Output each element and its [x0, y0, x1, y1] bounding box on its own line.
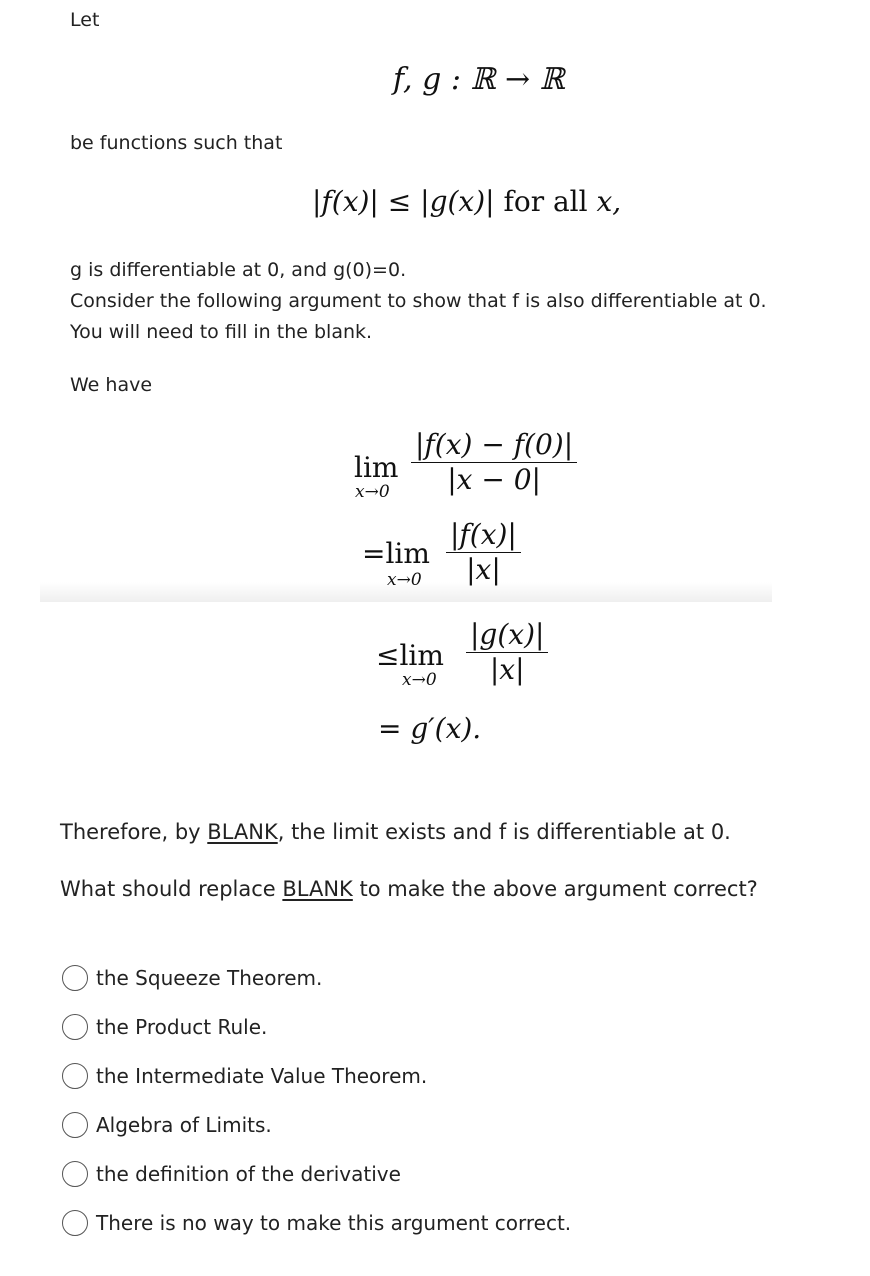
radio-button[interactable] [62, 965, 88, 991]
step3-numerator: |g(x)| [466, 618, 548, 653]
step2-numerator: |f(x)| [446, 518, 521, 553]
argument-intro: Consider the following argument to show that f is also differentiable at 0. [70, 290, 767, 312]
step2-denominator: |x| [466, 553, 501, 586]
step1-denominator: |x − 0| [447, 463, 541, 496]
option-no-way[interactable] [62, 1208, 571, 1238]
step1-lim: lim [354, 451, 399, 484]
inequality-statement [312, 185, 621, 218]
question-part1: What should replace [60, 877, 283, 901]
option-label[interactable]: There is no way to make this argument correct. [96, 1211, 572, 1235]
option-intermediate-value-theorem[interactable] [62, 1061, 427, 1091]
option-squeeze-theorem[interactable] [62, 963, 322, 993]
step3-lim [376, 640, 444, 672]
inequality-for-all: for all [503, 185, 588, 218]
step2-lim [362, 538, 430, 570]
step1-fraction [411, 428, 577, 497]
let-text: Let [70, 9, 100, 31]
option-label[interactable]: the definition of the derivative [96, 1162, 401, 1186]
conclusion-sentence [60, 820, 731, 844]
step2-prefix: = [362, 537, 386, 570]
option-product-rule[interactable] [62, 1012, 267, 1042]
inequality-variable: x, [596, 185, 622, 218]
radio-button[interactable] [62, 1063, 88, 1089]
option-label[interactable]: the Squeeze Theorem. [96, 966, 323, 990]
be-functions-text: be functions such that [70, 132, 283, 154]
radio-button[interactable] [62, 1210, 88, 1236]
step2-lim-word: lim [385, 537, 430, 570]
option-label[interactable]: Algebra of Limits. [96, 1113, 272, 1137]
radio-button[interactable] [62, 1161, 88, 1187]
step1-numerator: |f(x) − f(0)| [411, 428, 577, 463]
conclusion-part1: Therefore, by [60, 820, 208, 844]
we-have-text: We have [70, 374, 153, 396]
step3-fraction [466, 618, 548, 687]
step3-denominator: |x| [489, 653, 525, 686]
inequality-lhs: |f(x)| ≤ |g(x)| [312, 185, 495, 218]
step2-lim-sub: x→0 [387, 570, 422, 590]
radio-button[interactable] [62, 1112, 88, 1138]
question-blank: BLANK [282, 877, 353, 901]
option-label[interactable]: the Intermediate Value Theorem. [96, 1064, 428, 1088]
step3-lim-word: lim [399, 639, 444, 672]
option-definition-of-derivative[interactable] [62, 1159, 401, 1189]
question-part2: to make the above argument correct? [352, 877, 758, 901]
step2-fraction [446, 518, 521, 587]
conclusion-blank: BLANK [207, 820, 278, 844]
question-prompt [60, 877, 758, 901]
fill-blank-instruction: You will need to fill in the blank. [70, 321, 373, 343]
step3-lim-sub: x→0 [402, 670, 437, 690]
radio-button[interactable] [62, 1014, 88, 1040]
option-algebra-of-limits[interactable] [62, 1110, 272, 1140]
functions-declaration: f, g : ℝ → ℝ [393, 62, 565, 97]
step3-prefix: ≤ [376, 639, 400, 672]
step4-result: = g′(x). [378, 712, 482, 745]
option-label[interactable]: the Product Rule. [96, 1015, 268, 1039]
conclusion-part2: , the limit exists and f is differentiable at 0. [277, 820, 731, 844]
step1-lim-sub: x→0 [355, 482, 390, 502]
differentiable-statement: g is differentiable at 0, and g(0)=0. [70, 259, 407, 281]
